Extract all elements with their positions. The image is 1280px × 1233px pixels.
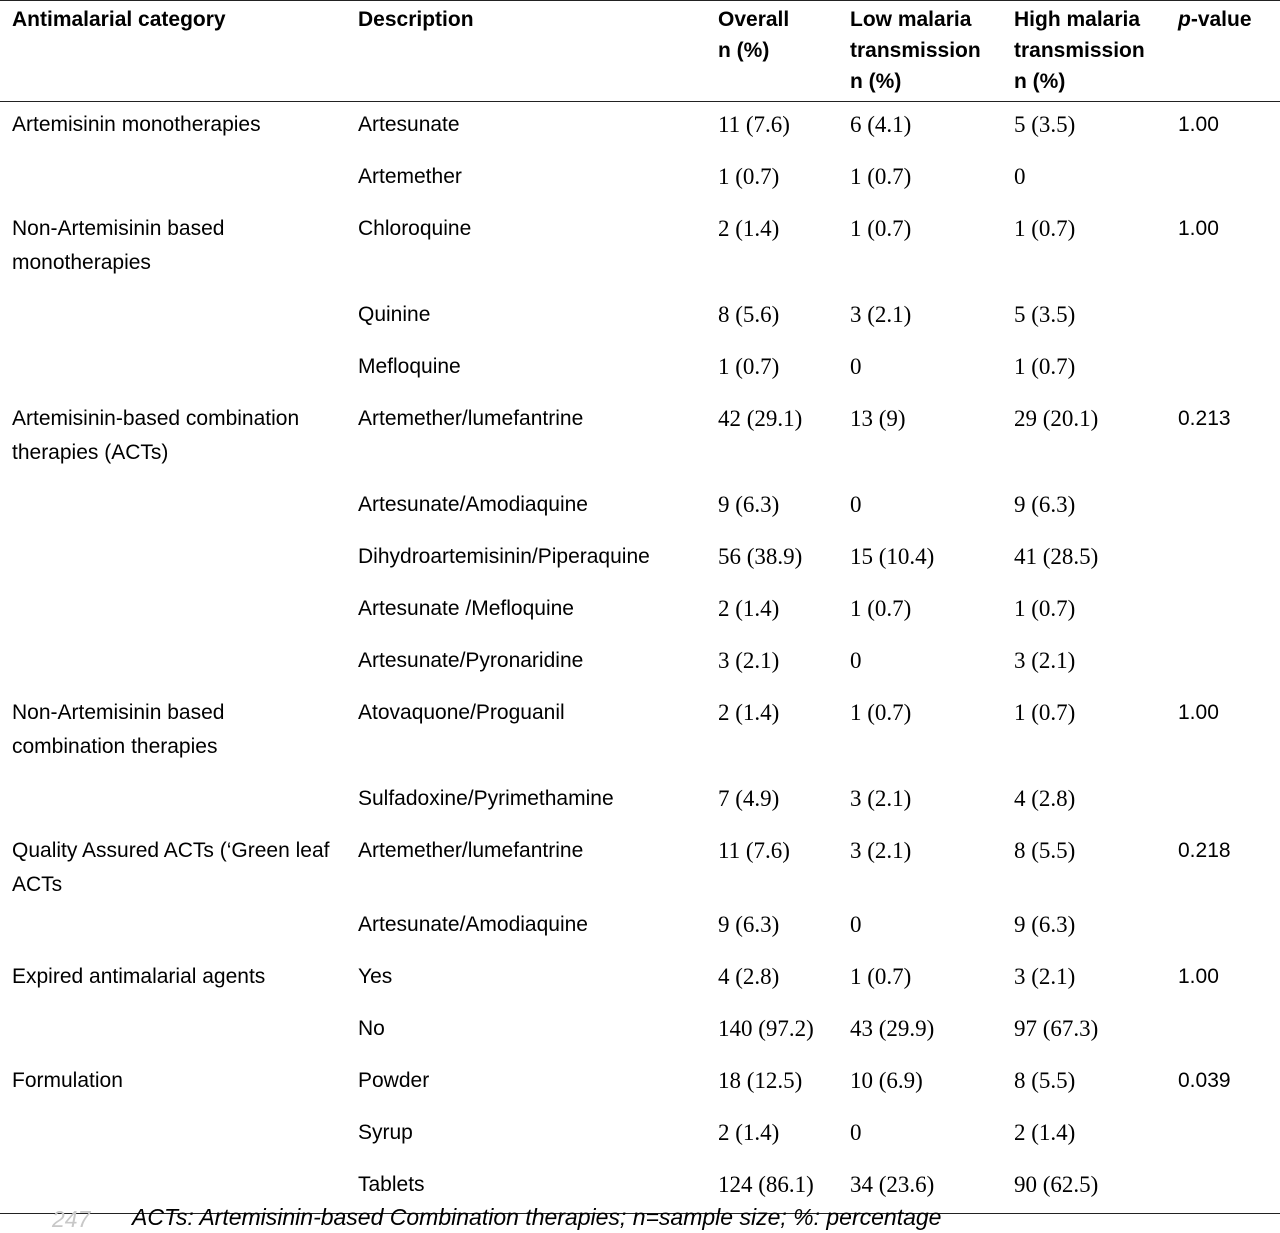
cell-category: Formulation: [12, 1068, 123, 1092]
cell-high-transmission: 90 (62.5): [1002, 1162, 1166, 1214]
cell-overall: 1 (0.7): [718, 163, 780, 189]
cell-description: Artemether/lumefantrine: [358, 838, 584, 862]
cell-high-transmission: 1 (0.7): [1014, 215, 1076, 241]
cell-low-transmission: 1 (0.7): [850, 963, 912, 989]
cell-low-transmission: 0: [850, 647, 862, 673]
cell-category: [0, 154, 346, 206]
table-row: [0, 902, 1280, 954]
cell-low-transmission: 3 (2.1): [850, 837, 912, 863]
cell-low-transmission: 0: [850, 911, 862, 937]
header-high-transmission: High malaria transmission n (%): [1002, 1, 1166, 102]
cell-low-transmission: 43 (29.9): [850, 1015, 935, 1041]
cell-overall: 9 (6.3): [718, 911, 780, 937]
cell-p-value: [1166, 292, 1280, 344]
cell-high-transmission: 29 (20.1): [1014, 405, 1099, 431]
cell-p-value: [1166, 154, 1280, 206]
cell-description: Yes: [358, 964, 393, 988]
cell-overall: 11 (7.6): [718, 112, 790, 137]
cell-p-value: 1.00: [1178, 964, 1219, 988]
cell-p-value: [1166, 534, 1280, 586]
cell-high-transmission: 4 (2.8): [1014, 785, 1076, 811]
cell-overall: 2 (1.4): [718, 1119, 780, 1145]
cell-high-transmission: 2 (1.4): [1014, 1119, 1076, 1145]
cell-overall: 42 (29.1): [718, 405, 803, 431]
table-row: [0, 690, 1280, 776]
cell-description: Tablets: [346, 1162, 706, 1214]
cell-low-transmission: 1 (0.7): [850, 699, 912, 725]
cell-p-value: 1.00: [1178, 113, 1219, 136]
line-number: 247: [52, 1206, 91, 1232]
cell-overall: 7 (4.9): [718, 785, 780, 811]
cell-description: No: [358, 1016, 385, 1040]
cell-description: Powder: [358, 1068, 430, 1092]
cell-high-transmission: 8 (5.5): [1014, 1067, 1076, 1093]
cell-high-transmission: 9 (6.3): [1014, 911, 1076, 937]
cell-p-value: [1166, 776, 1280, 828]
cell-high-transmission: 3 (2.1): [1014, 647, 1076, 673]
cell-high-transmission: 9 (6.3): [1014, 491, 1076, 517]
cell-high-transmission: 1 (0.7): [1014, 595, 1076, 621]
cell-category: Quality Assured ACTs (‘Green leaf ACTs: [12, 838, 330, 896]
table-row: [0, 292, 1280, 344]
table-row: [0, 586, 1280, 638]
cell-p-value: 1.00: [1178, 216, 1219, 240]
table-row: [0, 534, 1280, 586]
cell-category: [0, 344, 346, 396]
cell-p-value: 0.213: [1178, 406, 1231, 430]
cell-low-transmission: 0: [850, 491, 862, 517]
table-row: [0, 482, 1280, 534]
header-p-value: p-value: [1166, 1, 1280, 102]
cell-category: Artemisinin monotherapies: [12, 113, 261, 136]
cell-category: [0, 534, 346, 586]
cell-description: Quinine: [358, 302, 431, 326]
cell-overall: 4 (2.8): [718, 963, 780, 989]
cell-low-transmission: 34 (23.6): [838, 1162, 1002, 1214]
cell-overall: 2 (1.4): [718, 699, 780, 725]
cell-high-transmission: 41 (28.5): [1014, 543, 1099, 569]
cell-overall: 140 (97.2): [718, 1015, 814, 1041]
cell-description: Artesunate /Mefloquine: [358, 596, 574, 620]
table-row: [0, 954, 1280, 1006]
cell-low-transmission: 0: [850, 1119, 862, 1145]
cell-description: Artesunate/Amodiaquine: [358, 912, 588, 936]
cell-category: Artemisinin-based combination therapies (ACTs): [12, 406, 300, 464]
cell-p-value: 1.00: [1178, 700, 1219, 724]
cell-description: Artesunate/Pyronaridine: [358, 648, 584, 672]
cell-category: [0, 902, 346, 954]
header-row: [0, 1, 1280, 102]
cell-p-value: [1166, 586, 1280, 638]
table-body: [0, 102, 1280, 1214]
cell-overall: 1 (0.7): [718, 353, 780, 379]
table-row: [0, 154, 1280, 206]
cell-overall: 3 (2.1): [718, 647, 780, 673]
cell-low-transmission: 10 (6.9): [850, 1067, 923, 1093]
cell-overall: 2 (1.4): [718, 215, 780, 241]
cell-p-value: [1166, 638, 1280, 690]
table-row: [0, 638, 1280, 690]
cell-description: Mefloquine: [358, 354, 461, 378]
header-overall: Overall n (%): [706, 1, 838, 102]
cell-category: Non-Artemisinin based combination therapies: [12, 700, 225, 758]
table-row: [0, 1110, 1280, 1162]
cell-high-transmission: 5 (3.5): [1014, 301, 1076, 327]
cell-p-value: [1166, 482, 1280, 534]
footnote-text: ACTs: Artemisinin-based Combination therapies; n=sample size; %: percentage: [132, 1204, 942, 1230]
header-description: Description: [346, 1, 706, 102]
cell-high-transmission: 1 (0.7): [1014, 699, 1076, 725]
table-footnote: [0, 1200, 1280, 1232]
cell-low-transmission: 3 (2.1): [850, 301, 912, 327]
table-row: [0, 828, 1280, 902]
cell-low-transmission: 6 (4.1): [850, 112, 912, 137]
cell-description: Artemether/lumefantrine: [358, 406, 584, 430]
cell-category: Non-Artemisinin based monotherapies: [12, 216, 225, 274]
table-row: [0, 1006, 1280, 1058]
table-row: [0, 206, 1280, 292]
cell-category: [0, 482, 346, 534]
cell-description: Atovaquone/Proguanil: [358, 700, 565, 724]
table-row: [0, 102, 1280, 154]
cell-p-value: 0.039: [1178, 1068, 1231, 1092]
cell-low-transmission: 15 (10.4): [850, 543, 935, 569]
cell-category: [0, 586, 346, 638]
cell-p-value: [1166, 1110, 1280, 1162]
cell-p-value: 0.218: [1178, 838, 1231, 862]
cell-category: Expired antimalarial agents: [12, 964, 266, 988]
cell-high-transmission: 3 (2.1): [1014, 963, 1076, 989]
table-row: [0, 1058, 1280, 1110]
cell-high-transmission: 0: [1014, 163, 1026, 189]
header-low-transmission: Low malaria transmission n (%): [838, 1, 1002, 102]
cell-description: Dihydroartemisinin/Piperaquine: [358, 544, 650, 568]
cell-description: Artesunate: [358, 113, 460, 136]
table-row: [0, 776, 1280, 828]
cell-low-transmission: 1 (0.7): [850, 595, 912, 621]
cell-low-transmission: 13 (9): [850, 405, 906, 431]
cell-low-transmission: 1 (0.7): [850, 163, 912, 189]
cell-overall: 8 (5.6): [718, 301, 780, 327]
cell-high-transmission: 97 (67.3): [1014, 1015, 1099, 1041]
cell-description: Sulfadoxine/Pyrimethamine: [358, 786, 614, 810]
cell-p-value: [1166, 902, 1280, 954]
cell-low-transmission: 1 (0.7): [850, 215, 912, 241]
cell-category: [0, 1006, 346, 1058]
cell-high-transmission: 5 (3.5): [1014, 112, 1076, 137]
cell-high-transmission: 8 (5.5): [1014, 837, 1076, 863]
cell-overall: 9 (6.3): [718, 491, 780, 517]
cell-category: [0, 776, 346, 828]
cell-category: [0, 292, 346, 344]
cell-description: Artesunate/Amodiaquine: [358, 492, 588, 516]
cell-overall: 18 (12.5): [718, 1067, 803, 1093]
table-header: [0, 1, 1280, 102]
cell-overall: 2 (1.4): [718, 595, 780, 621]
cell-overall: 11 (7.6): [718, 837, 790, 863]
cell-description: Chloroquine: [358, 216, 472, 240]
header-category: Antimalarial category: [0, 1, 346, 102]
cell-low-transmission: 3 (2.1): [850, 785, 912, 811]
cell-p-value: [1166, 344, 1280, 396]
cell-description: Artemether: [358, 164, 462, 188]
table-row: [0, 396, 1280, 482]
cell-description: Syrup: [358, 1120, 413, 1144]
table-row: [0, 344, 1280, 396]
cell-low-transmission: 0: [850, 353, 862, 379]
cell-overall: 56 (38.9): [718, 543, 803, 569]
cell-category: [0, 1110, 346, 1162]
cell-p-value: [1166, 1006, 1280, 1058]
cell-category: [0, 638, 346, 690]
cell-high-transmission: 1 (0.7): [1014, 353, 1076, 379]
cell-overall: 124 (86.1): [706, 1162, 838, 1214]
